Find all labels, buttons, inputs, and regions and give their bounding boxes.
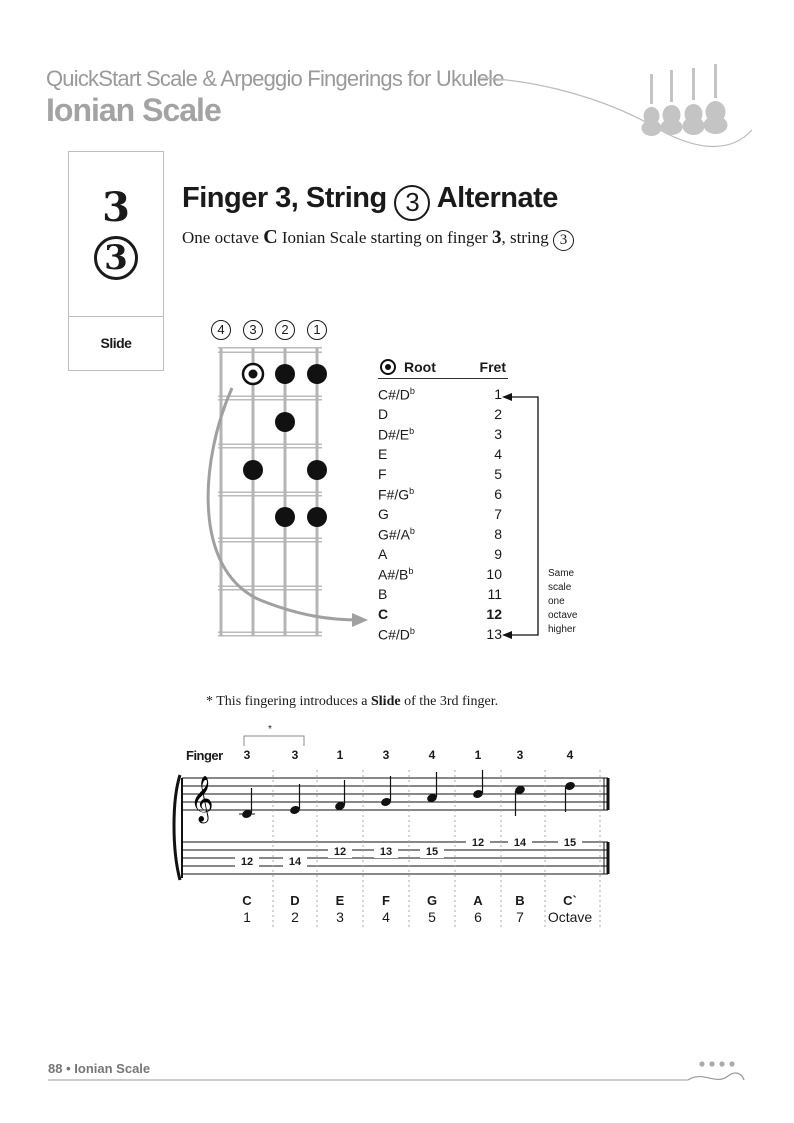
scale-degree: 1 — [243, 909, 251, 925]
finger-number: 1 — [474, 748, 482, 762]
finger-dot — [307, 460, 327, 480]
note-name: B — [515, 893, 525, 908]
badge-finger-number: 3 — [102, 184, 130, 231]
badge-technique: Slide — [100, 335, 132, 351]
scale-degree: 3 — [336, 909, 344, 925]
tab-number: 15 — [420, 846, 444, 858]
tab-number: 12 — [328, 846, 352, 858]
finger-dot — [243, 460, 263, 480]
fret-table-row: G 7 — [378, 506, 502, 522]
tab-number: 13 — [374, 846, 398, 858]
scale-degree: 4 — [382, 909, 390, 925]
fingering-badge — [68, 151, 164, 371]
fret-table-row: $C\#/D^b$ 1 — [378, 386, 502, 403]
heading-string-number: 3 — [394, 185, 430, 221]
scale-degree: Octave — [547, 909, 593, 925]
fretboard-diagram — [200, 340, 380, 650]
page-heading: Finger 3, String 3 Alternate — [182, 182, 558, 221]
page-footer: 88 • Ionian Scale — [48, 1061, 151, 1076]
note-name: D — [290, 893, 300, 908]
fret-table-row: $C\#/D^b$ 13 — [378, 626, 502, 643]
finger-number: 3 — [243, 748, 251, 762]
finger-number: 4 — [428, 748, 436, 762]
badge-divider — [69, 316, 163, 317]
finger-number: 1 — [336, 748, 344, 762]
tab-number: 12 — [466, 837, 490, 849]
octave-bracket — [500, 390, 550, 642]
note-name: C — [242, 893, 252, 908]
fret-table-row: B 11 — [378, 586, 502, 602]
octave-note: Same scale one octave higher — [548, 568, 578, 635]
fret-table-header: Root Fret — [378, 358, 508, 376]
note-name: F — [382, 893, 390, 908]
finger-label: Finger — [186, 748, 223, 763]
scale-degree: 6 — [474, 909, 482, 925]
page-subtitle: One octave C Ionian Scale starting on finger 3, string 3 — [182, 226, 574, 251]
finger-dot — [307, 507, 327, 527]
finger-number: 3 — [516, 748, 524, 762]
fret-table-row: $F\#/G^b$ 6 — [378, 486, 502, 503]
header-rule — [378, 378, 508, 379]
finger-number: 3 — [382, 748, 390, 762]
note-name: C` — [563, 893, 577, 908]
finger-dot — [275, 412, 295, 432]
string-labels: 4 3 2 1 — [208, 320, 336, 344]
system-bracket — [174, 775, 180, 880]
tab-number: 14 — [283, 856, 307, 868]
finger-number: 3 — [291, 748, 299, 762]
note-name: E — [335, 893, 345, 908]
tab-number: 14 — [508, 837, 532, 849]
slide-bracket — [242, 724, 308, 748]
scale-degree: 2 — [291, 909, 299, 925]
tab-number: 12 — [235, 856, 259, 868]
note-name: G — [426, 893, 438, 908]
scale-degree: 7 — [516, 909, 524, 925]
fret-table-row: $D\#/E^b$ 3 — [378, 426, 502, 443]
fret-table-row: $A\#/B^b$ 10 — [378, 566, 502, 583]
footnote: * This fingering introduces a Slide of the 3rd finger. — [206, 694, 499, 709]
fret-table-row: F 5 — [378, 466, 502, 482]
fret-table-row: A 9 — [378, 546, 502, 562]
tab-number: 15 — [558, 837, 582, 849]
slide-arrow-head — [352, 613, 368, 627]
scale-degree: 5 — [428, 909, 436, 925]
fret-table-row: $G\#/A^b$ 8 — [378, 526, 502, 543]
book-title: QuickStart Scale & Arpeggio Fingerings for Ukulele — [46, 66, 504, 91]
fret-table-row: D 2 — [378, 406, 502, 422]
root-icon — [380, 359, 396, 375]
finger-number: 4 — [566, 748, 574, 762]
ukulele-icon — [642, 64, 728, 136]
slide-marker: * — [268, 724, 272, 735]
fret-table-row: C 12 — [378, 606, 502, 622]
badge-string-number: 3 — [69, 232, 163, 280]
finger-dot — [275, 364, 295, 384]
finger-dot — [307, 364, 327, 384]
fret-table-row: E 4 — [378, 446, 502, 462]
footer-decoration — [48, 1056, 748, 1086]
header-decoration — [470, 60, 760, 156]
note-name: A — [473, 893, 483, 908]
treble-clef-icon: 𝄞 — [190, 776, 214, 822]
finger-dot — [275, 507, 295, 527]
scale-title: Ionian Scale — [46, 92, 221, 128]
